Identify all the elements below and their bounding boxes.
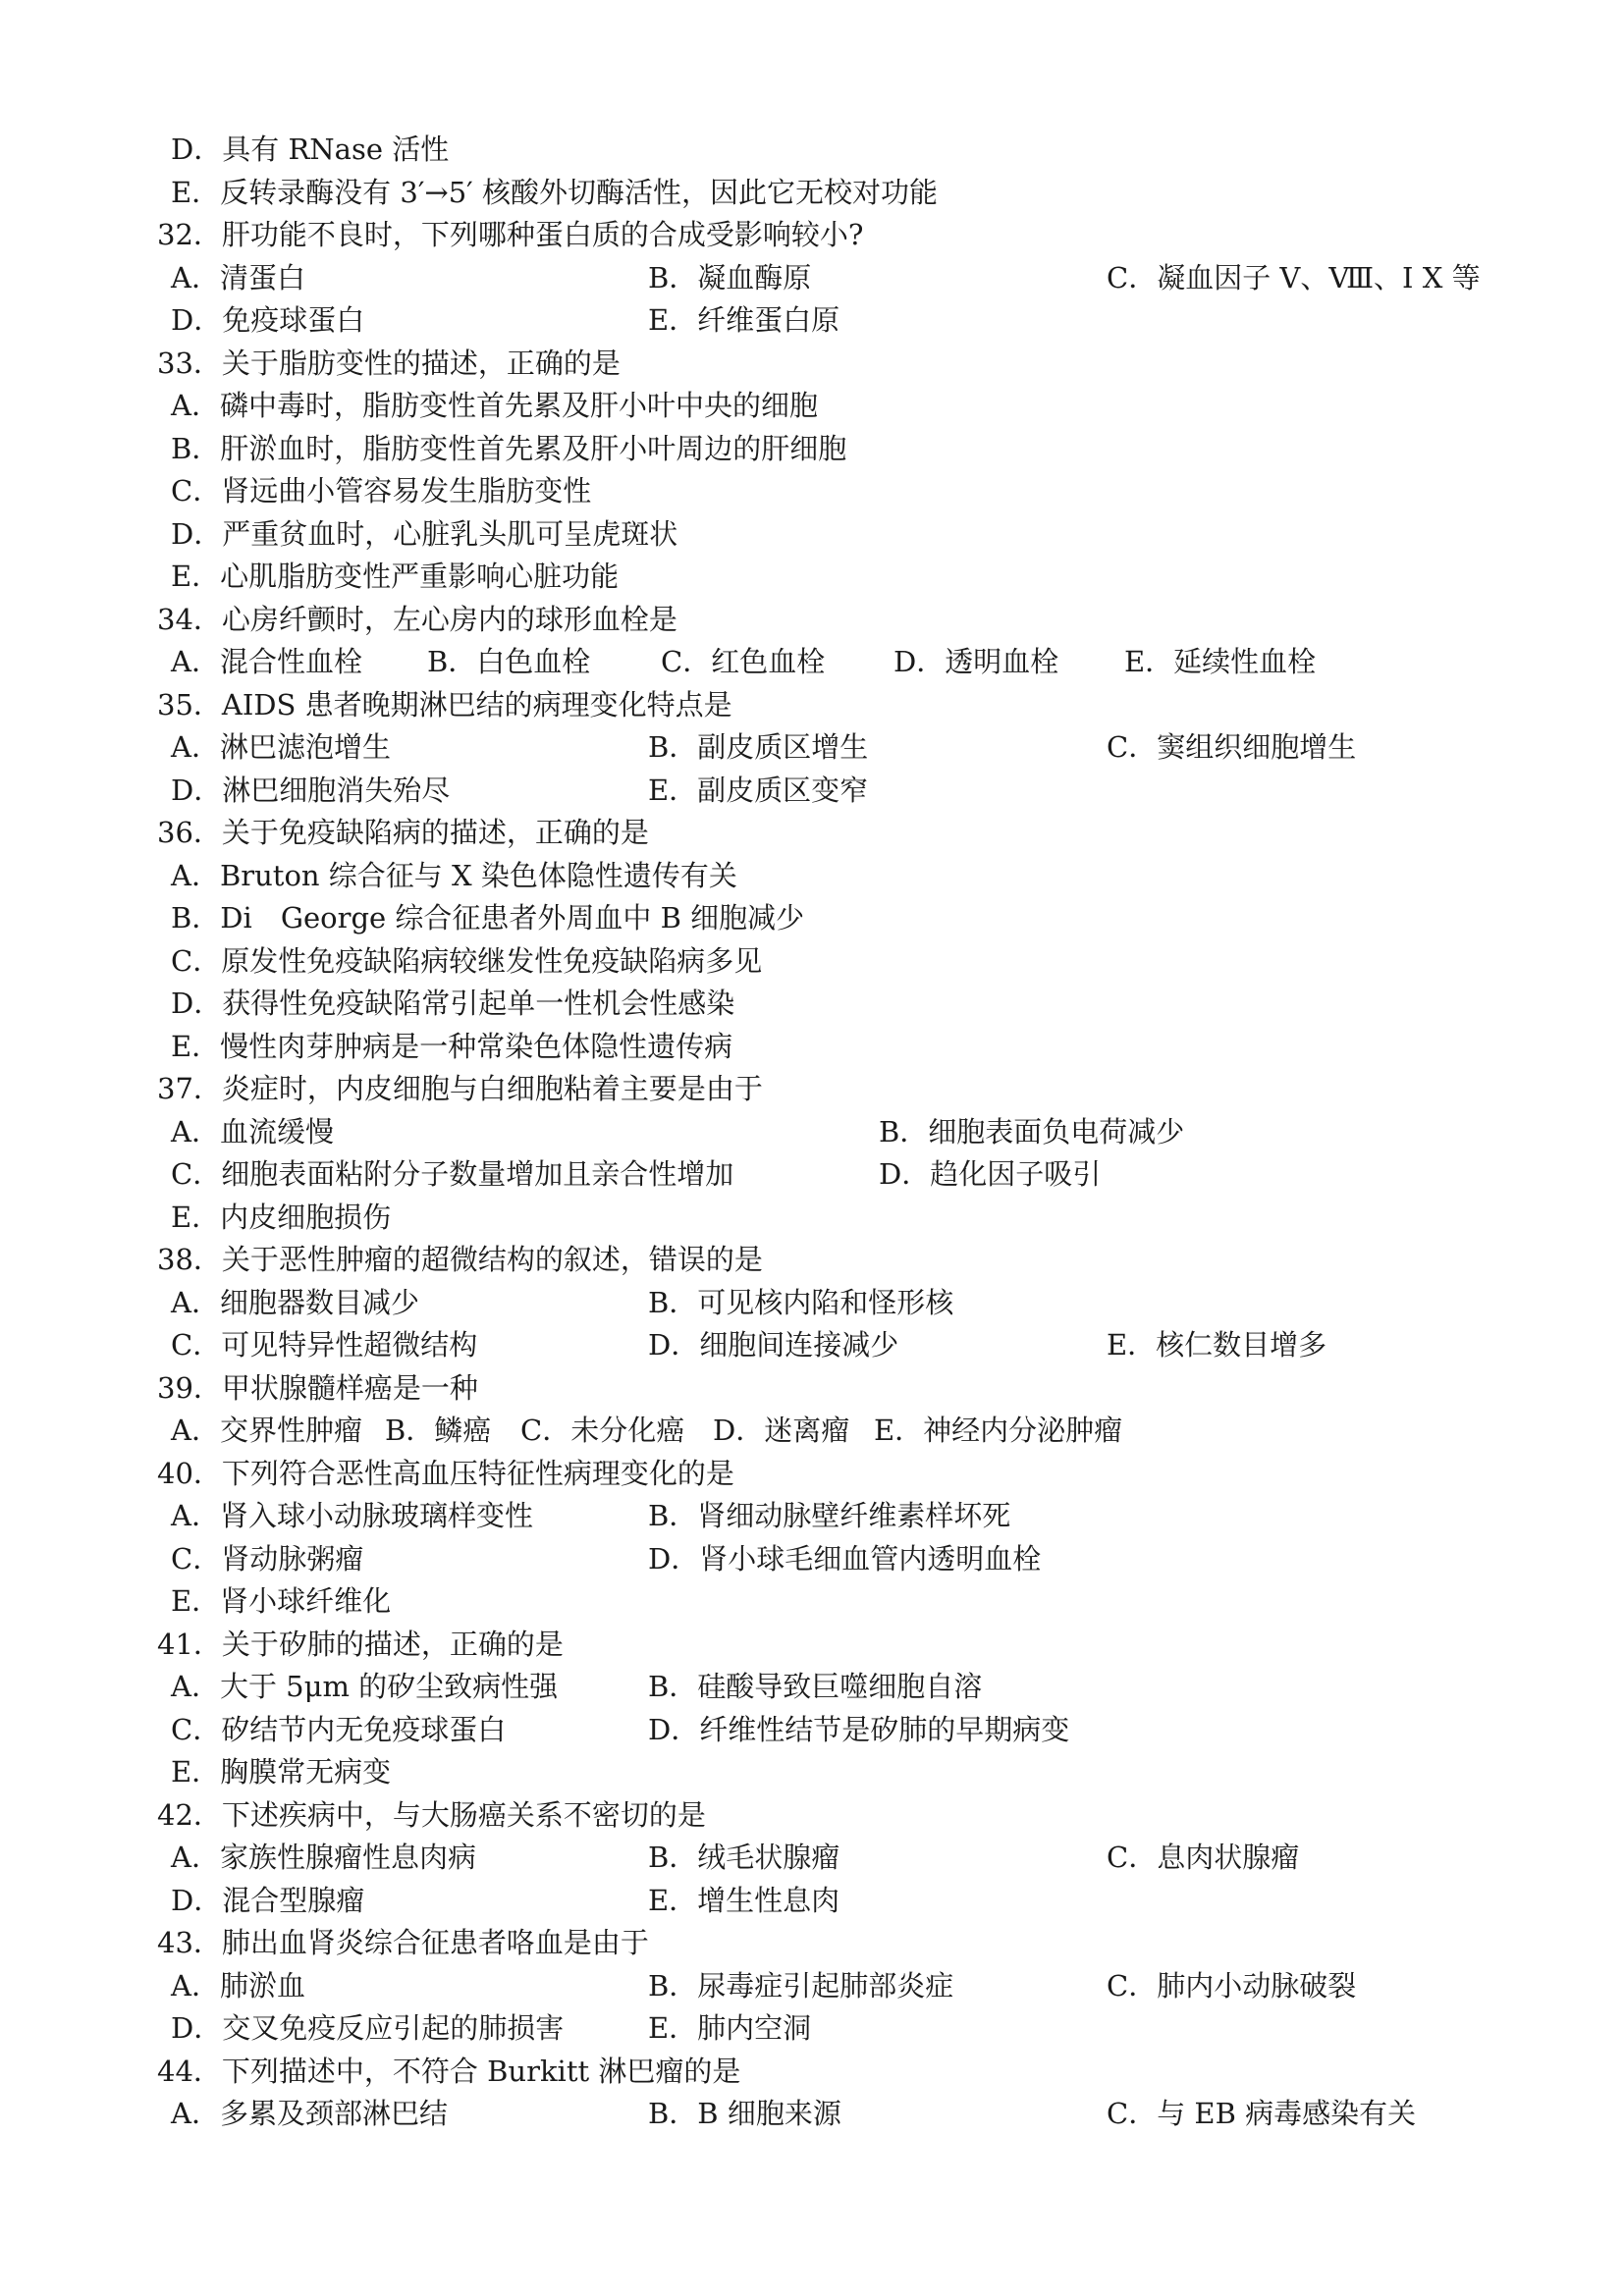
- options-row: [157, 641, 1512, 684]
- answer-option: C．未分化癌: [520, 1414, 685, 1447]
- answer-option: E．纤维蛋白原: [648, 303, 840, 337]
- options-row: [157, 1410, 1512, 1453]
- question-text: 32．肝功能不良时，下列哪种蛋白质的合成受影响较小?: [157, 218, 864, 251]
- answer-option: B．可见核内陷和怪形核: [648, 1285, 954, 1319]
- options-row: [157, 299, 1512, 343]
- answer-option: B．绒毛状腺瘤: [648, 1841, 840, 1874]
- answer-option: E．肾小球纤维化: [171, 1584, 392, 1618]
- answer-option: D．迷离瘤: [713, 1414, 850, 1447]
- answer-option: B．细胞表面负电荷减少: [879, 1114, 1185, 1148]
- answer-option: C．矽结节内无免疫球蛋白: [171, 1712, 507, 1746]
- options-row: [157, 1965, 1512, 2008]
- question-text: 33．关于脂肪变性的描述，正确的是: [157, 346, 621, 380]
- question-stem: [157, 214, 1512, 257]
- answer-option: C．肾远曲小管容易发生脂肪变性: [171, 474, 592, 507]
- options-row: [157, 556, 1512, 599]
- options-row: [157, 1837, 1512, 1880]
- answer-option: A．细胞器数目减少: [171, 1285, 419, 1319]
- answer-option: D．具有 RNase 活性: [171, 133, 450, 166]
- question-stem: [157, 1624, 1512, 1667]
- question-text: 37．炎症时，内皮细胞与白细胞粘着主要是由于: [157, 1072, 763, 1105]
- answer-option: B．鳞癌: [385, 1414, 492, 1447]
- question-text: 40．下列符合恶性高血压特征性病理变化的是: [157, 1456, 734, 1490]
- answer-option: E．核仁数目增多: [1107, 1328, 1327, 1362]
- options-row: [157, 726, 1512, 770]
- answer-option: A．肺淤血: [171, 1968, 305, 2002]
- answer-option: D．混合型腺瘤: [171, 1883, 365, 1917]
- answer-option: A．清蛋白: [171, 260, 305, 294]
- answer-option: E．副皮质区变窄: [648, 773, 869, 807]
- answer-option: C．原发性免疫缺陷病较继发性免疫缺陷病多见: [171, 943, 763, 978]
- options-row: [157, 1495, 1512, 1538]
- answer-option: A．Bruton 综合征与 X 染色体隐性遗传有关: [171, 858, 737, 892]
- answer-option: A．家族性腺瘤性息肉病: [171, 1841, 476, 1874]
- options-row: [157, 983, 1512, 1026]
- options-row: [157, 428, 1512, 471]
- answer-option: E．神经内分泌肿瘤: [874, 1414, 1123, 1447]
- question-stem: [157, 684, 1512, 727]
- question-stem: [157, 1794, 1512, 1838]
- options-row: [157, 897, 1512, 940]
- answer-option: C．肺内小动脉破裂: [1107, 1968, 1357, 2002]
- answer-option: E．延续性血栓: [1124, 645, 1317, 678]
- question-text: 39．甲状腺髓样癌是一种: [157, 1370, 478, 1405]
- answer-option: D．细胞间连接减少: [648, 1328, 899, 1362]
- answer-option: D．透明血栓: [893, 645, 1059, 678]
- answer-option: E．肺内空洞: [648, 2011, 812, 2045]
- answer-option: D．免疫球蛋白: [171, 303, 365, 337]
- options-row: [157, 470, 1512, 513]
- options-row: [157, 1666, 1512, 1709]
- answer-option: B．凝血酶原: [648, 260, 812, 294]
- answer-option: B．白色血栓: [427, 645, 591, 678]
- answer-option: C．细胞表面粘附分子数量增加且亲合性增加: [171, 1157, 734, 1191]
- options-row: [157, 172, 1512, 215]
- question-list: [157, 129, 1512, 2136]
- question-stem: [157, 1367, 1512, 1411]
- answer-option: D．交叉免疫反应引起的肺损害: [171, 2011, 565, 2045]
- answer-option: C．窦组织细胞增生: [1107, 730, 1357, 764]
- answer-option: A．肾入球小动脉玻璃样变性: [171, 1499, 533, 1532]
- options-row: [157, 770, 1512, 813]
- question-stem: [157, 1453, 1512, 1496]
- answer-option: C．可见特异性超微结构: [171, 1328, 478, 1362]
- question-text: 43．肺出血肾炎综合征患者咯血是由于: [157, 1926, 649, 1959]
- options-row: [157, 1324, 1512, 1367]
- answer-option: B．尿毒症引起肺部炎症: [648, 1968, 954, 2002]
- options-row: [157, 855, 1512, 898]
- answer-option: B．B 细胞来源: [648, 2097, 841, 2130]
- options-row: [157, 940, 1512, 984]
- options-row: [157, 1026, 1512, 1069]
- question-stem: [157, 343, 1512, 386]
- answer-option: B．Di George 综合征患者外周血中 B 细胞减少: [171, 901, 805, 934]
- answer-option: D．获得性免疫缺陷常引起单一性机会性感染: [171, 987, 735, 1020]
- question-stem: [157, 1068, 1512, 1111]
- answer-option: B．副皮质区增生: [648, 730, 869, 764]
- question-text: 36．关于免疫缺陷病的描述，正确的是: [157, 816, 649, 849]
- answer-option: C．与 EB 病毒感染有关: [1107, 2097, 1417, 2130]
- answer-option: C．息肉状腺瘤: [1107, 1841, 1300, 1874]
- options-row: [157, 1197, 1512, 1240]
- answer-option: A．大于 5μm 的矽尘致病性强: [171, 1670, 559, 1703]
- answer-option: A．多累及颈部淋巴结: [171, 2097, 448, 2130]
- options-row: [157, 385, 1512, 428]
- answer-option: E．胸膜常无病变: [171, 1755, 392, 1789]
- answer-option: D．淋巴细胞消失殆尽: [171, 773, 451, 807]
- options-row: [157, 1880, 1512, 1923]
- question-text: 42．下述疾病中，与大肠癌关系不密切的是: [157, 1797, 706, 1832]
- answer-option: E．内皮细胞损伤: [171, 1200, 392, 1234]
- answer-option: A．混合性血栓: [171, 645, 362, 678]
- answer-option: C．肾动脉粥瘤: [171, 1541, 364, 1575]
- options-row: [157, 2093, 1512, 2136]
- question-stem: [157, 812, 1512, 855]
- question-text: 41．关于矽肺的描述，正确的是: [157, 1627, 564, 1661]
- question-text: 38．关于恶性肿瘤的超微结构的叙述，错误的是: [157, 1243, 763, 1276]
- options-row: [157, 1709, 1512, 1752]
- options-row: [157, 1153, 1512, 1197]
- answer-option: E．慢性肉芽肿病是一种常染色体隐性遗传病: [171, 1029, 733, 1063]
- answer-option: B．肝淤血时，脂肪变性首先累及肝小叶周边的肝细胞: [171, 431, 847, 465]
- answer-option: E．增生性息肉: [648, 1883, 840, 1917]
- answer-option: D．肾小球毛细血管内透明血栓: [648, 1541, 1042, 1575]
- question-stem: [157, 1922, 1512, 1965]
- answer-option: B．硅酸导致巨噬细胞自溶: [648, 1670, 983, 1703]
- question-text: 44．下列描述中，不符合 Burkitt 淋巴瘤的是: [157, 2054, 741, 2088]
- question-stem: [157, 599, 1512, 642]
- options-row: [157, 129, 1512, 172]
- options-row: [157, 1538, 1512, 1581]
- answer-option: D．趋化因子吸引: [879, 1157, 1102, 1191]
- answer-option: E．反转录酶没有 3′→5′ 核酸外切酶活性，因此它无校对功能: [171, 175, 938, 209]
- question-text: 35．AIDS 患者晚期淋巴结的病理变化特点是: [157, 687, 732, 721]
- options-row: [157, 1580, 1512, 1624]
- answer-option: D．纤维性结节是矽肺的早期病变: [648, 1712, 1070, 1746]
- answer-option: C．凝血因子 V、Ⅷ、Ⅰ X 等: [1107, 260, 1481, 294]
- answer-option: A．血流缓慢: [171, 1114, 334, 1148]
- question-stem: [157, 1239, 1512, 1282]
- answer-option: A．交界性肿瘤: [171, 1414, 362, 1447]
- options-row: [157, 1282, 1512, 1325]
- options-row: [157, 1751, 1512, 1794]
- answer-option: C．红色血栓: [661, 645, 826, 678]
- answer-option: D．严重贫血时，心脏乳头肌可呈虎斑状: [171, 516, 678, 551]
- options-row: [157, 1111, 1512, 1154]
- answer-option: E．心肌脂肪变性严重影响心脏功能: [171, 560, 620, 593]
- options-row: [157, 513, 1512, 557]
- answer-option: A．淋巴滤泡增生: [171, 730, 391, 764]
- answer-option: B．肾细动脉壁纤维素样坏死: [648, 1499, 1011, 1532]
- options-row: [157, 257, 1512, 300]
- question-stem: [157, 2051, 1512, 2094]
- options-row: [157, 2007, 1512, 2051]
- question-text: 34．心房纤颤时，左心房内的球形血栓是: [157, 602, 677, 636]
- answer-option: A．磷中毒时，脂肪变性首先累及肝小叶中央的细胞: [171, 389, 818, 422]
